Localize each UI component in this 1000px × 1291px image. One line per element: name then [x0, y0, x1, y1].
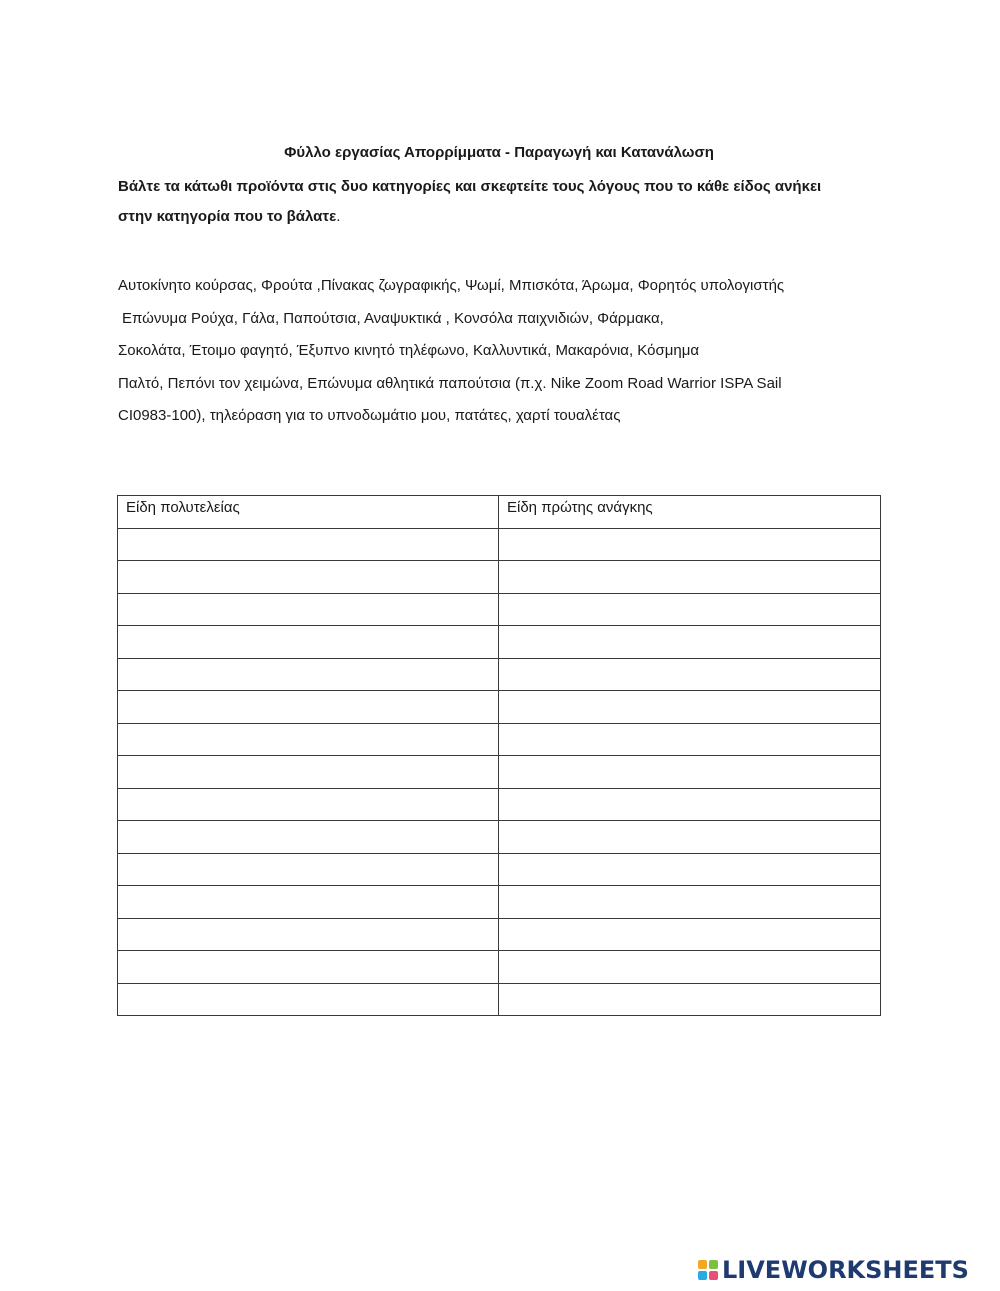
luxury-cell[interactable]: [118, 983, 499, 1016]
header-luxury-items: Είδη πολυτελείας: [118, 496, 499, 529]
logo-square-3: [698, 1271, 707, 1280]
luxury-cell[interactable]: [118, 918, 499, 951]
table-row: [118, 853, 881, 886]
essential-cell[interactable]: [499, 983, 881, 1016]
table-row: [118, 918, 881, 951]
essential-cell[interactable]: [499, 951, 881, 984]
luxury-cell[interactable]: [118, 691, 499, 724]
table-row: [118, 951, 881, 984]
luxury-cell[interactable]: [118, 723, 499, 756]
instruction-line-2: [118, 202, 888, 232]
liveworksheets-logo-icon: [698, 1260, 718, 1280]
table-row: [118, 723, 881, 756]
luxury-cell[interactable]: [118, 528, 499, 561]
items-line-5: CI0983-100), τηλεόραση για το υπνοδωμάτιο μου, πατάτες, χαρτί τουαλέτας: [118, 407, 621, 424]
table-row: [118, 626, 881, 659]
table-header-row: [118, 496, 881, 529]
essential-cell[interactable]: [499, 756, 881, 789]
essential-cell[interactable]: [499, 918, 881, 951]
table-row: [118, 658, 881, 691]
essential-cell[interactable]: [499, 723, 881, 756]
items-line-2: Επώνυμα Ρούχα, Γάλα, Παπούτσια, Αναψυκτικά , Κονσόλα παιχνιδιών, Φάρμακα,: [122, 309, 664, 327]
luxury-cell[interactable]: [118, 853, 499, 886]
table-row: [118, 983, 881, 1016]
luxury-cell[interactable]: [118, 561, 499, 594]
header-essential-items: Είδη πρώτης ανάγκης: [499, 496, 881, 529]
instruction-line-2-text: στην κατηγορία που το βάλατε: [118, 208, 337, 225]
essential-cell[interactable]: [499, 788, 881, 821]
table-row: [118, 788, 881, 821]
instruction-text: [118, 172, 888, 232]
items-list: [118, 270, 898, 433]
table-row: [118, 691, 881, 724]
luxury-cell[interactable]: [118, 756, 499, 789]
logo-square-4: [709, 1271, 718, 1280]
essential-cell[interactable]: [499, 528, 881, 561]
luxury-cell[interactable]: [118, 788, 499, 821]
essential-cell[interactable]: [499, 593, 881, 626]
logo-square-1: [698, 1260, 707, 1269]
instruction-line-1: Βάλτε τα κάτωθι προϊόντα στις δυο κατηγορίες και σκεφτείτε τους λόγους που το κάθε είδος ανήκει: [118, 178, 822, 195]
table-body: [118, 528, 881, 1016]
logo-square-2: [709, 1260, 718, 1269]
essential-cell[interactable]: [499, 886, 881, 919]
luxury-cell[interactable]: [118, 593, 499, 626]
items-line-3: Σοκολάτα, Έτοιμο φαγητό, Έξυπνο κινητό τηλέφωνο, Καλλυντικά, Μακαρόνια, Κόσμημα: [118, 342, 700, 359]
essential-cell[interactable]: [499, 658, 881, 691]
table-row: [118, 528, 881, 561]
luxury-cell[interactable]: [118, 626, 499, 659]
brand-text: LIVEWORKSHEETS: [722, 1256, 969, 1284]
luxury-cell[interactable]: [118, 821, 499, 854]
instruction-period: .: [336, 208, 341, 225]
items-line-4: Παλτό, Πεπόνι τον χειμώνα, Επώνυμα αθλητικά παπούτσια (π.χ. Nike Zoom Road Warrior ISPA Sail: [118, 374, 782, 392]
essential-cell[interactable]: [499, 561, 881, 594]
luxury-cell[interactable]: [118, 951, 499, 984]
table-row: [118, 561, 881, 594]
essential-cell[interactable]: [499, 821, 881, 854]
essential-cell[interactable]: [499, 691, 881, 724]
liveworksheets-brand: [698, 1256, 969, 1284]
luxury-cell[interactable]: [118, 658, 499, 691]
worksheet-title: Φύλλο εργασίας Απορρίμματα - Παραγωγή και Κατανάλωση: [284, 144, 714, 161]
essential-cell[interactable]: [499, 626, 881, 659]
table-row: [118, 593, 881, 626]
luxury-cell[interactable]: [118, 886, 499, 919]
sorting-table: [117, 495, 881, 1016]
table-row: [118, 886, 881, 919]
table-row: [118, 821, 881, 854]
items-line-1: Αυτοκίνητο κούρσας, Φρούτα ,Πίνακας ζωγραφικής, Ψωμί, Μπισκότα, Άρωμα, Φορητός υπολογιστής: [118, 277, 785, 294]
essential-cell[interactable]: [499, 853, 881, 886]
table-row: [118, 756, 881, 789]
